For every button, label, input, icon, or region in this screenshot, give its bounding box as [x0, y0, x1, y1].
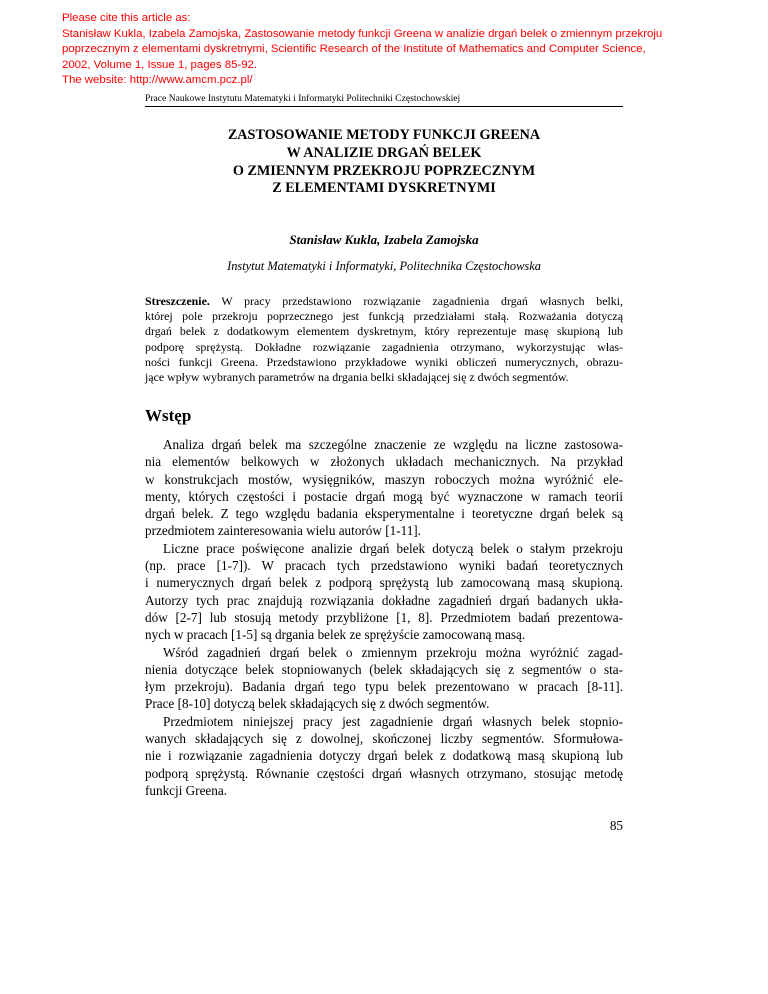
- body-line: w konstrukcjach mostów, wysięgników, maszyn roboczych można wyróżnić ele-: [145, 471, 623, 487]
- body-line: funkcji Greena.: [145, 782, 228, 798]
- citation-notice: [62, 11, 722, 89]
- body-line: Wśród zagadnień drgań belek o zmiennym przekroju można wyróżnić zagad-: [163, 644, 623, 660]
- body-line: (np. prace [1-7]). W pracach tych przedstawiono wyniki badań teoretycznych: [145, 558, 623, 574]
- body-line: Przedmiotem niniejszej pracy jest zagadnienie drgań własnych belek stopnio-: [163, 713, 623, 729]
- abstract-line: [145, 294, 623, 309]
- header-rule: [145, 106, 623, 107]
- body-line: Prace [8-10] dotyczą belek składających się z dwóch segmentów.: [145, 696, 490, 712]
- article-authors: Stanisław Kukla, Izabela Zamojska: [289, 232, 479, 247]
- body-line: menty, których częstości i postacie drgań mogą być wyznaczone w ramach teorii: [145, 488, 623, 504]
- abstract-line: ności funkcji Greena. Przedstawiono przykładowe wyniki obliczeń numerycznych, obrazu-: [145, 354, 623, 369]
- citation-website-line[interactable]: The website: http://www.amcm.pcz.pl/: [62, 74, 253, 87]
- abstract-line: której pole przekroju poprzecznego jest funkcją przedziałami stałą. Rozważania dotyczą: [145, 309, 623, 324]
- abstract-line: jące wpływ wybranych parametrów na drgania belki składającej się z dwóch segmentów.: [145, 370, 569, 385]
- citation-line: Please cite this article as:: [62, 12, 191, 24]
- body-line: drgań belek. Z tego względu badania eksperymentalne i teoretyczne drgań belek są: [145, 506, 623, 522]
- body-line: Liczne prace poświęcone analizie drgań belek dotyczą belek o stałym przekroju: [163, 540, 623, 556]
- abstract-label: Streszczenie.: [145, 294, 210, 308]
- page-number: 85: [609, 818, 623, 833]
- body-line: dów [2-7] lub stosują metody przybliżone [1, 8]. Przedmiotem badań prezentowa-: [145, 609, 623, 625]
- title-line: O ZMIENNYM PRZEKROJU POPRZECZNYM: [232, 162, 536, 179]
- abstract-line: drgań belek z dodatkowym elementem dyskretnym, który reprezentuje masę skupioną lub: [145, 324, 623, 339]
- body-line: podporą sprężystą. Równanie częstości drgań własnych otrzymano, stosując metodę: [145, 765, 623, 781]
- journal-header: Prace Naukowe Instytutu Matematyki i Informatyki Politechniki Częstochowskiej: [145, 93, 461, 104]
- body-line: nienia dotyczące belek stopniowanych (belek składających się z segmentów o sta-: [145, 661, 623, 677]
- body-line: Autorzy tych prac znajdują rozwiązania dokładne zagadnień drgań badanych ukła-: [145, 592, 623, 608]
- section-body: [145, 436, 623, 799]
- abstract-line: podporę sprężystą. Dokładne rozwiązanie zagadnienia otrzymano, wykorzystując włas-: [145, 339, 623, 354]
- body-line: i numerycznych drgań belek z podporą sprężystą lub zamocowaną masą skupioną.: [145, 575, 623, 591]
- section-heading: Wstęp: [145, 406, 192, 425]
- title-line: ZASTOSOWANIE METODY FUNKCJI GREENA: [227, 127, 541, 143]
- body-line: nia elementów belkowych w złożonych układach mechanicznych. Na przykład: [145, 454, 623, 470]
- title-line: W ANALIZIE DRGAŃ BELEK: [286, 144, 482, 161]
- body-line: Analiza drgań belek ma szczególne znaczenie ze względu na liczne zastosowa-: [163, 437, 623, 452]
- citation-line: 2002, Volume 1, Issue 1, pages 85-92.: [62, 58, 258, 71]
- body-line: łym przekroju). Badania drgań tego typu belek prezentowano w pracach [8-11].: [145, 679, 623, 695]
- title-line: Z ELEMENTAMI DYSKRETNYMI: [272, 180, 496, 197]
- body-line: nie i rozwiązanie zagadnienia dotyczy drgań belek z dodatkową masą skupioną lub: [145, 748, 623, 764]
- article-title: [145, 127, 623, 198]
- citation-line: poprzecznym z elementami dyskretnymi, Scientific Research of the Institute of Mathematics and Computer Science,: [62, 43, 646, 56]
- body-line: przedmiotem zainteresowania wielu autorów [1-11].: [145, 523, 421, 539]
- citation-line: Stanisław Kukla, Izabela Zamojska, Zastosowanie metody funkcji Greena w analizie drgań belek o zmiennym przekroju: [62, 27, 663, 40]
- abstract: [145, 294, 623, 385]
- article-affiliation: Instytut Matematyki i Informatyki, Politechnika Częstochowska: [227, 259, 541, 273]
- body-line: wanych składających się z dowolnej, skończonej liczby segmentów. Sformułowa-: [145, 731, 623, 747]
- abstract-text: W pracy przedstawiono rozwiązanie zagadnienia drgań własnych belki,: [221, 294, 623, 308]
- body-line: nych w pracach [1-5] są drgania belek ze sprężyście zamocowaną masą.: [145, 627, 526, 643]
